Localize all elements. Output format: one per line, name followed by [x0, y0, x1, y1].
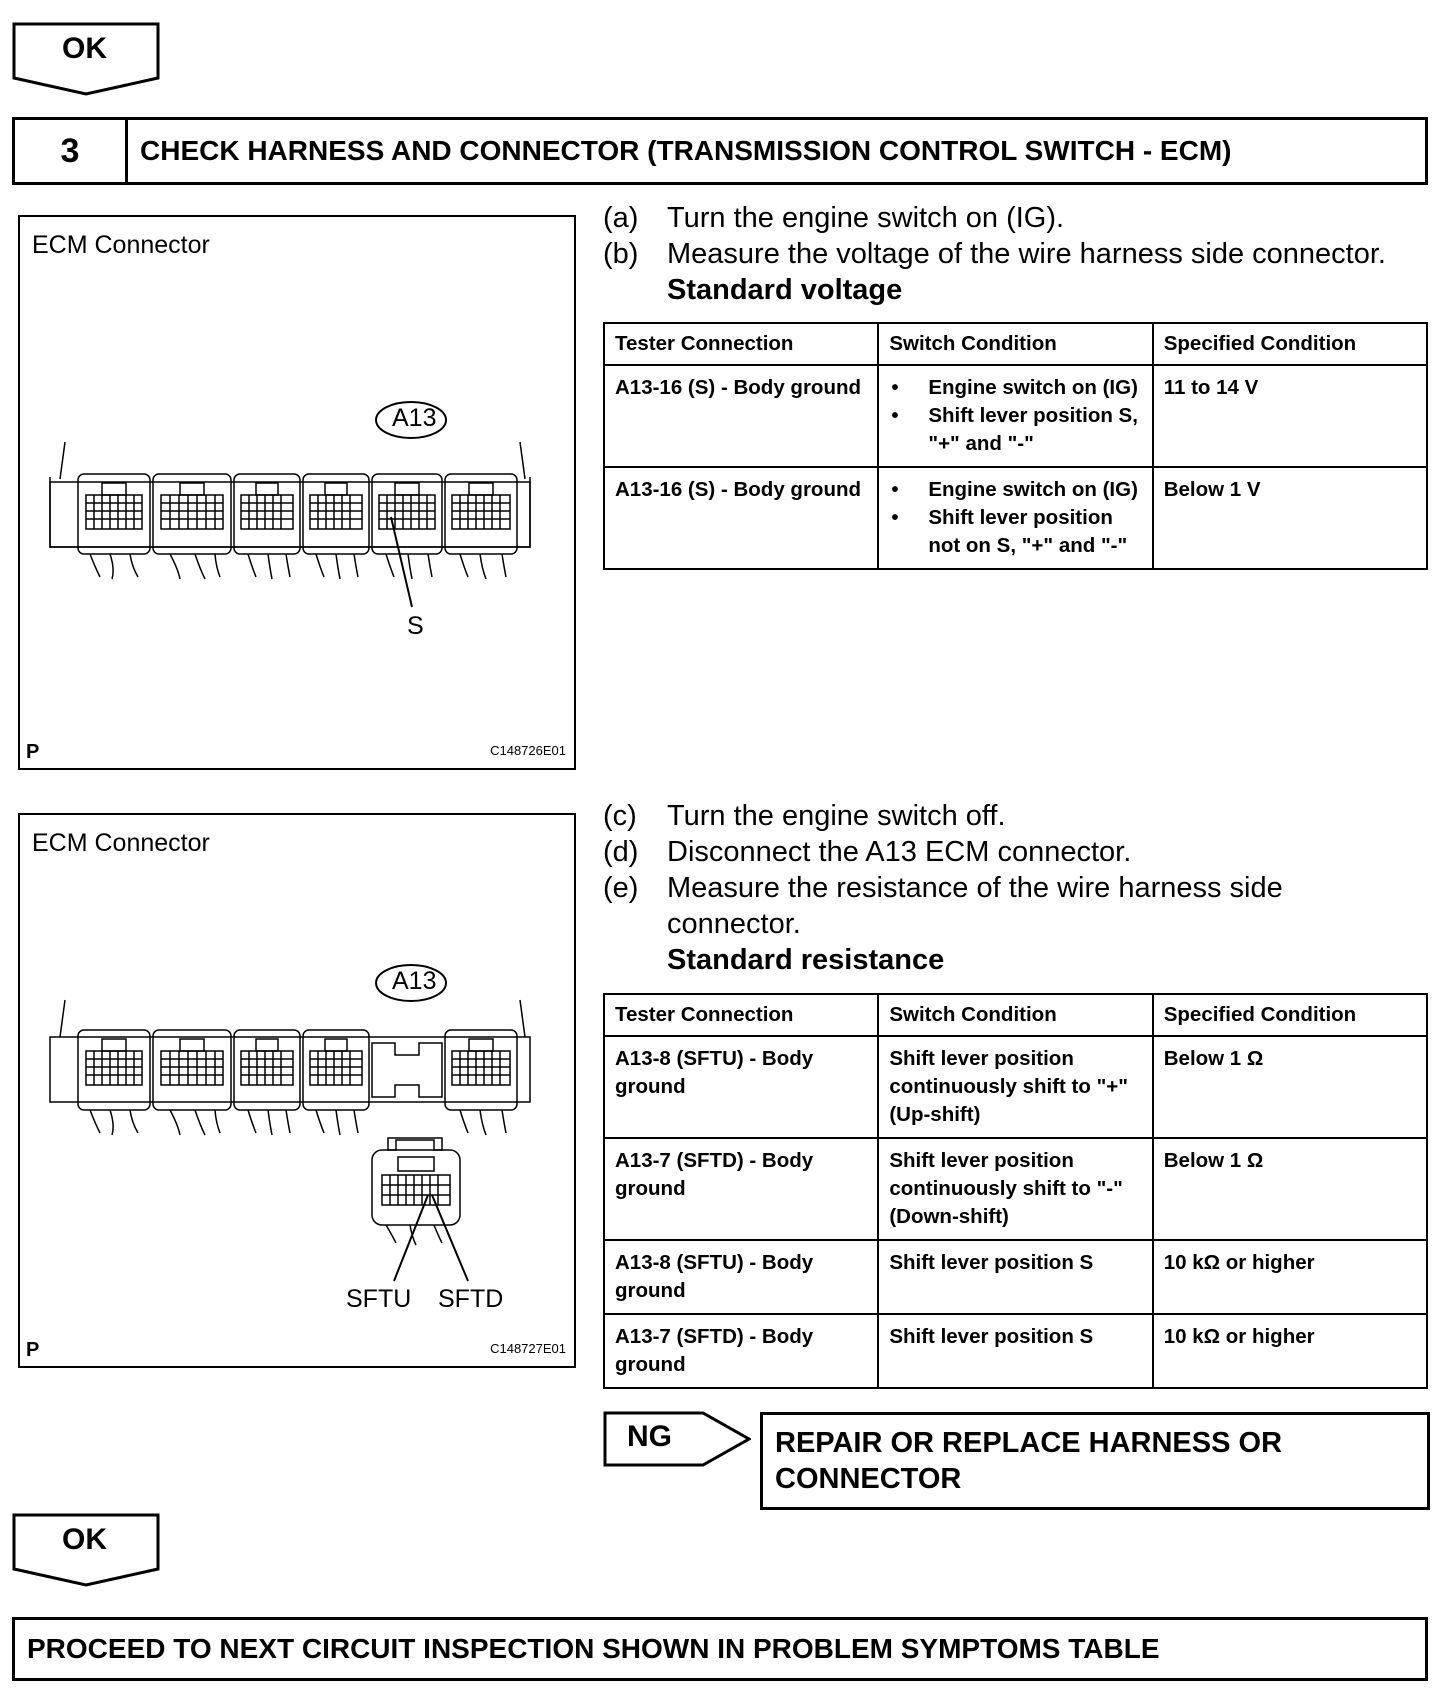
header-specified: Specified Condition: [1153, 994, 1427, 1036]
step-number: 3: [15, 120, 128, 182]
resistance-table: [603, 993, 1428, 1389]
corner-mark: P: [26, 1339, 40, 1361]
figure-code: C148726E01: [490, 743, 566, 758]
voltage-table: [603, 322, 1428, 570]
spec-cell: 11 to 14 V: [1153, 365, 1427, 467]
condition-cell: [878, 365, 1152, 467]
step-title: CHECK HARNESS AND CONNECTOR (TRANSMISSION CONTROL SWITCH - ECM): [140, 135, 1232, 166]
tester-cell: A13-7 (SFTD) - Body ground: [604, 1138, 878, 1240]
table-row: [604, 1240, 1427, 1314]
step-text-b: Measure the voltage of the wire harness side connector.: [667, 238, 1386, 270]
pin-label-sftd: SFTD: [438, 1285, 504, 1313]
figure-code: C148727E01: [490, 1341, 566, 1356]
condition-item: • Shift lever position S, "+" and "-": [889, 402, 1141, 458]
tester-cell: A13-8 (SFTU) - Body ground: [604, 1036, 878, 1138]
step-text-c: Turn the engine switch off.: [667, 800, 1006, 832]
ng-arrow-shape: [603, 1411, 751, 1467]
tester-cell: A13-16 (S) - Body ground: [604, 365, 878, 467]
table-row: [604, 365, 1427, 467]
step-header: [12, 117, 1428, 185]
ecm-connector-figure-2: [18, 813, 576, 1368]
step-text-e: Measure the resistance of the wire harness side connector.: [667, 872, 1283, 940]
ng-badge: [603, 1411, 751, 1467]
ok-label: OK: [62, 1523, 107, 1556]
pin-label-sftu: SFTU: [346, 1285, 412, 1313]
tester-cell: A13-7 (SFTD) - Body ground: [604, 1314, 878, 1388]
table-row: [604, 1138, 1427, 1240]
step-key-e: (e): [603, 872, 639, 904]
condition-cell: Shift lever position continuously shift to "+" (Up-shift): [878, 1036, 1152, 1138]
step-text-d: Disconnect the A13 ECM connector.: [667, 836, 1132, 868]
ok-label: OK: [62, 32, 107, 65]
instructions-voltage: [603, 200, 1386, 308]
ecm-connector-figure-1: [18, 215, 576, 770]
proceed-box: PROCEED TO NEXT CIRCUIT INSPECTION SHOWN IN PROBLEM SYMPTOMS TABLE: [12, 1617, 1428, 1681]
header-specified: Specified Condition: [1153, 323, 1427, 365]
table-row: [604, 1314, 1427, 1388]
condition-cell: Shift lever position S: [878, 1240, 1152, 1314]
condition-item: • Engine switch on (IG): [889, 476, 1141, 504]
header-switch: Switch Condition: [878, 323, 1152, 365]
spec-cell: Below 1 V: [1153, 467, 1427, 569]
condition-cell: [878, 467, 1152, 569]
header-tester: Tester Connection: [604, 323, 878, 365]
condition-item: • Engine switch on (IG): [889, 374, 1141, 402]
ecm-connector-drawing: [20, 217, 578, 772]
step-text-a: Turn the engine switch on (IG).: [667, 202, 1065, 234]
table-row: [604, 467, 1427, 569]
spec-cell: 10 kΩ or higher: [1153, 1240, 1427, 1314]
figure-caption: ECM Connector: [32, 231, 210, 259]
figure-caption: ECM Connector: [32, 829, 210, 857]
standard-resistance-heading: Standard resistance: [667, 944, 945, 976]
step-key-d: (d): [603, 836, 639, 868]
spec-cell: Below 1 Ω: [1153, 1138, 1427, 1240]
step-key-a: (a): [603, 202, 639, 234]
step-key-c: (c): [603, 800, 637, 832]
instructions-resistance: [603, 798, 1367, 978]
condition-cell: Shift lever position continuously shift to "-" (Down-shift): [878, 1138, 1152, 1240]
connector-label-a13: A13: [392, 404, 437, 432]
header-switch: Switch Condition: [878, 994, 1152, 1036]
connector-label-a13: A13: [392, 967, 437, 995]
tester-cell: A13-16 (S) - Body ground: [604, 467, 878, 569]
condition-cell: Shift lever position S: [878, 1314, 1152, 1388]
table-row: [604, 1036, 1427, 1138]
corner-mark: P: [26, 741, 40, 763]
ng-label: NG: [627, 1420, 672, 1453]
header-tester: Tester Connection: [604, 994, 878, 1036]
table-header-row: [604, 994, 1427, 1036]
spec-cell: Below 1 Ω: [1153, 1036, 1427, 1138]
ok-badge-bottom: [12, 1513, 160, 1587]
tester-cell: A13-8 (SFTU) - Body ground: [604, 1240, 878, 1314]
ok-badge-top: [12, 22, 160, 96]
spec-cell: 10 kΩ or higher: [1153, 1314, 1427, 1388]
condition-item: • Shift lever position not on S, "+" and "-": [889, 504, 1141, 560]
standard-voltage-heading: Standard voltage: [667, 274, 903, 306]
table-header-row: [604, 323, 1427, 365]
ng-result-box: REPAIR OR REPLACE HARNESS OR CONNECTOR: [760, 1412, 1430, 1510]
pin-label-s: S: [407, 612, 424, 640]
step-key-b: (b): [603, 238, 639, 270]
